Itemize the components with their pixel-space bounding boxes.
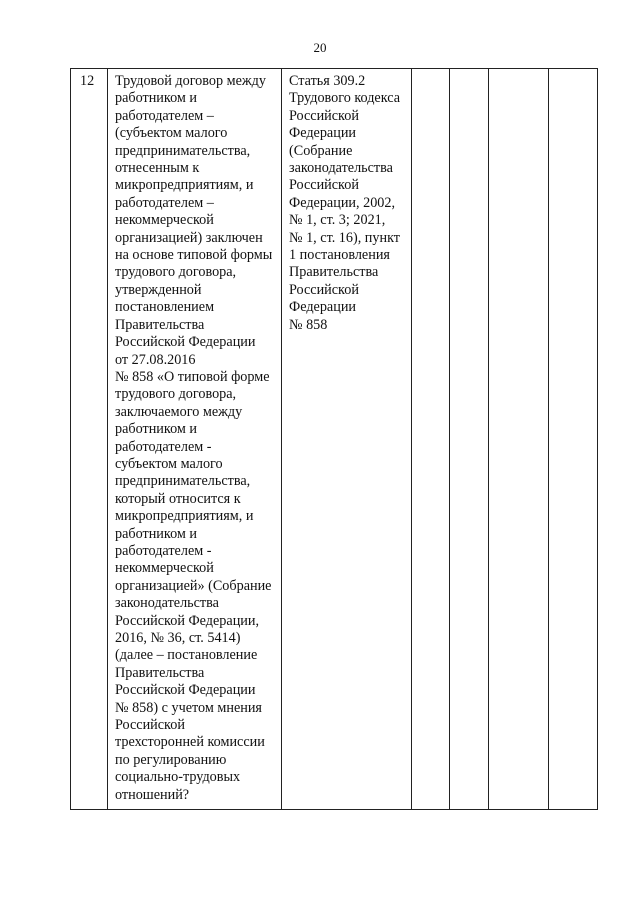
- question-line: работодателем –: [115, 107, 214, 124]
- legal-basis-line: Федерации: [289, 299, 357, 316]
- answer-no-cell: [450, 69, 489, 809]
- legal-basis-line: Федерации, 2002,: [289, 194, 396, 211]
- question-line: микропредприятиям, и: [115, 177, 254, 194]
- legal-basis-line: Российской: [289, 177, 359, 194]
- checklist-table: [70, 68, 598, 810]
- question-line: трудового договора,: [115, 386, 237, 403]
- legal-basis-cell: [282, 69, 412, 809]
- question-line: социально-трудовых: [115, 769, 241, 786]
- question-line: предпринимательства,: [115, 473, 251, 490]
- legal-basis-line: Федерации: [289, 125, 357, 142]
- question-line: № 858 «О типовой форме: [115, 368, 270, 385]
- question-line: Трудовой договор между: [115, 73, 266, 89]
- legal-basis-line: законодательства: [289, 160, 393, 177]
- question-line: 2016, № 36, ст. 5414): [115, 630, 241, 646]
- question-line: работником и: [115, 421, 198, 438]
- legal-basis-text: [282, 69, 411, 334]
- question-line: утвержденной: [115, 281, 202, 298]
- question-line: законодательства: [115, 595, 219, 612]
- question-line: № 858) с учетом мнения: [115, 699, 262, 716]
- question-line: (субъектом малого: [115, 125, 228, 142]
- question-line: работодателем -: [115, 438, 212, 455]
- question-line: работодателем -: [115, 542, 212, 559]
- question-cell: [108, 69, 282, 809]
- question-line: микропредприятиям, и: [115, 508, 254, 525]
- legal-basis-line: (Собрание: [289, 142, 353, 159]
- question-line: организацией) заключен: [115, 229, 263, 246]
- question-line: от 27.08.2016: [115, 351, 196, 368]
- not-applicable-cell: [489, 69, 549, 809]
- legal-basis-line: № 1, ст. 3; 2021,: [289, 212, 386, 229]
- question-line: трехсторонней комиссии: [115, 734, 265, 751]
- question-line: некоммерческой: [115, 212, 214, 229]
- question-line: который относится к: [115, 490, 241, 507]
- question-text: [108, 69, 281, 804]
- question-line: Российской Федерации,: [115, 612, 260, 629]
- question-line: отнесенным к: [115, 160, 200, 177]
- question-line: заключаемого между: [115, 403, 243, 420]
- question-line: по регулированию: [115, 751, 227, 768]
- question-line: работником и: [115, 90, 198, 107]
- question-line: работником и: [115, 525, 198, 542]
- question-line: Российской Федерации: [115, 334, 256, 351]
- question-line: (далее – постановление: [115, 647, 258, 664]
- question-line: субъектом малого: [115, 455, 223, 472]
- legal-basis-line: № 858: [289, 316, 328, 333]
- question-line: постановлением: [115, 299, 215, 316]
- question-line: Правительства: [115, 664, 205, 681]
- row-number: 12: [80, 73, 95, 89]
- question-line: трудового договора,: [115, 264, 237, 281]
- legal-basis-line: 1 постановления: [289, 247, 390, 264]
- note-cell: [549, 69, 599, 809]
- question-line: на основе типовой формы: [115, 247, 273, 264]
- legal-basis-line: Статья 309.2: [289, 73, 366, 89]
- legal-basis-line: Трудового кодекса: [289, 90, 401, 107]
- question-line: отношений?: [115, 786, 190, 803]
- question-line: организацией» (Собрание: [115, 577, 272, 594]
- question-line: предпринимательства,: [115, 142, 251, 159]
- legal-basis-line: № 1, ст. 16), пункт: [289, 229, 400, 246]
- question-line: Российской: [115, 717, 185, 734]
- page-number: 20: [313, 40, 327, 55]
- question-line: некоммерческой: [115, 560, 214, 577]
- legal-basis-line: Российской: [289, 281, 359, 298]
- legal-basis-line: Правительства: [289, 264, 379, 281]
- answer-yes-cell: [412, 69, 450, 809]
- question-line: работодателем –: [115, 194, 214, 211]
- question-line: Правительства: [115, 316, 205, 333]
- legal-basis-line: Российской: [289, 107, 359, 124]
- row-number-cell: [71, 69, 108, 809]
- question-line: Российской Федерации: [115, 682, 256, 699]
